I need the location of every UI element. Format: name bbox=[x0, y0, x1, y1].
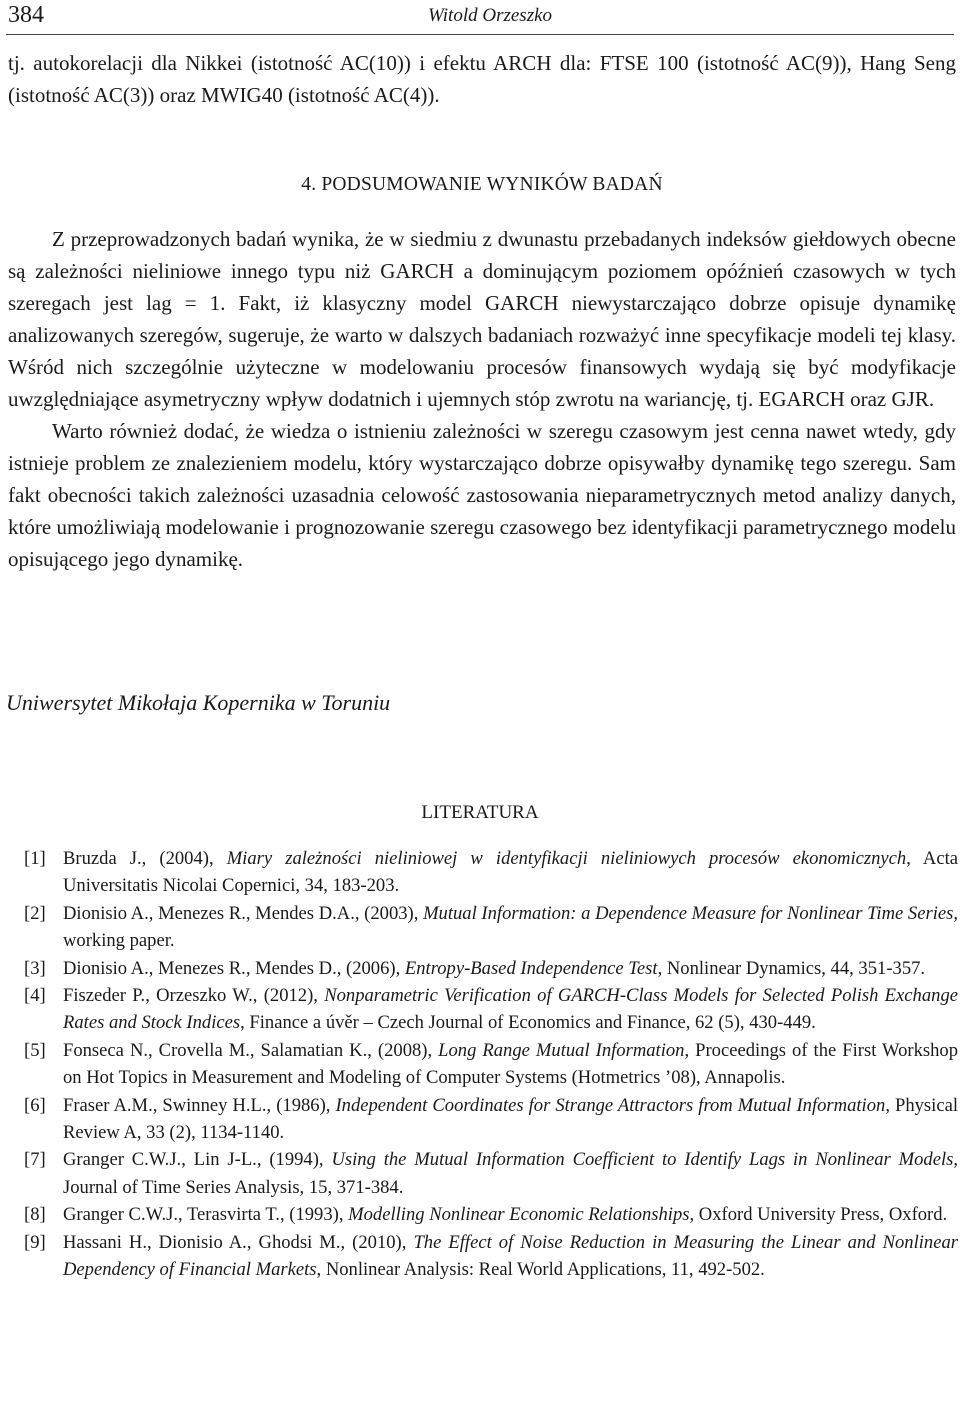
reference-number: [4] bbox=[24, 985, 46, 1007]
reference-item bbox=[24, 1037, 958, 1092]
reference-title: Long Range Mutual Information bbox=[438, 1039, 685, 1061]
literature-title: LITERATURA bbox=[421, 802, 539, 823]
reference-number: [9] bbox=[24, 1231, 46, 1253]
lead-paragraph bbox=[8, 47, 956, 111]
reference-text bbox=[63, 845, 958, 900]
reference-authors: Bruzda J., (2004), bbox=[63, 848, 214, 869]
reference-item bbox=[24, 1146, 958, 1201]
reference-text bbox=[63, 900, 958, 955]
reference-item bbox=[24, 900, 958, 955]
reference-text bbox=[63, 1229, 958, 1284]
reference-title: Modelling Nonlinear Economic Relationships bbox=[348, 1204, 690, 1226]
reference-title: Using the Mutual Information Coefficient to Identify Lags in Nonlinear Models bbox=[331, 1149, 954, 1171]
lead-paragraph-text: tj. autokorelacji dla Nikkei (istotność AC(10)) i efektu ARCH dla: FTSE 100 (istotność AC(9)), Hang Seng (istotność AC(3)) oraz MWIG40 (istotność AC(4)). bbox=[8, 51, 956, 107]
reference-item bbox=[24, 1229, 958, 1284]
reference-source: , Oxford University Press, Oxford. bbox=[689, 1204, 948, 1226]
reference-source: , Journal of Time Series Analysis, 15, 371-384. bbox=[63, 1149, 959, 1198]
reference-title: Miary zależności nieliniowej w identyfikacji nieliniowych procesów ekonomicznych bbox=[226, 848, 907, 869]
reference-text bbox=[63, 1037, 958, 1092]
reference-item bbox=[24, 845, 958, 900]
reference-number: [5] bbox=[24, 1039, 46, 1061]
reference-authors: Fraser A.M., Swinney H.L., (1986), bbox=[63, 1094, 331, 1116]
reference-number: [2] bbox=[24, 902, 46, 924]
reference-source: , Physical Review A, 33 (2), 1134-1140. bbox=[63, 1094, 958, 1144]
reference-source: , Proceedings of the First Workshop on Hot Topics in Measurement and Modeling of Computer Systems (Hotmetrics ’08), Annapolis. bbox=[63, 1039, 959, 1089]
reference-text bbox=[63, 1092, 958, 1147]
reference-authors: Fiszeder P., Orzeszko W., (2012), bbox=[63, 985, 318, 1007]
running-head: Witold Orzeszko bbox=[428, 5, 553, 26]
reference-number: [8] bbox=[24, 1204, 46, 1226]
reference-number: [7] bbox=[24, 1149, 46, 1171]
reference-authors: Dionisio A., Menezes R., Mendes D.A., (2003), bbox=[63, 902, 419, 924]
reference-title: Nonparametric Verification of GARCH-Class Models for Selected Polish Exchange Rates and Stock Indices bbox=[63, 985, 958, 1034]
page-header bbox=[0, 0, 960, 34]
reference-text bbox=[63, 1146, 958, 1201]
section-heading: 4. PODSUMOWANIE WYNIKÓW BADAŃ bbox=[301, 174, 663, 195]
reference-source: , Nonlinear Dynamics, 44, 351-357. bbox=[657, 957, 926, 979]
reference-source: , Nonlinear Analysis: Real World Applications, 11, 492-502. bbox=[316, 1259, 765, 1281]
summary-section bbox=[8, 170, 956, 575]
reference-title: Entropy-Based Independence Test bbox=[404, 957, 658, 979]
reference-authors: Granger C.W.J., Terasvirta T., (1993), bbox=[63, 1204, 344, 1226]
affiliation: Uniwersytet Mikołaja Kopernika w Toruniu bbox=[6, 690, 391, 715]
reference-authors: Dionisio A., Menezes R., Mendes D., (2006), bbox=[63, 957, 401, 979]
header-rule bbox=[6, 34, 954, 35]
reference-text bbox=[63, 1201, 958, 1228]
reference-number: [1] bbox=[24, 848, 46, 869]
reference-authors: Granger C.W.J., Lin J-L., (1994), bbox=[63, 1149, 324, 1171]
reference-item bbox=[24, 982, 958, 1037]
page-number: 384 bbox=[8, 2, 44, 28]
reference-source: , working paper. bbox=[63, 902, 959, 952]
reference-number: [6] bbox=[24, 1094, 46, 1116]
reference-item bbox=[24, 955, 958, 982]
reference-title: Independent Coordinates for Strange Attractors from Mutual Information bbox=[335, 1094, 886, 1116]
reference-item bbox=[24, 1092, 958, 1147]
reference-authors: Hassani H., Dionisio A., Ghodsi M., (2010), bbox=[63, 1231, 407, 1253]
reference-number: [3] bbox=[24, 957, 46, 979]
reference-title: Mutual Information: a Dependence Measure for Nonlinear Time Series bbox=[423, 902, 954, 924]
summary-paragraph-2: Warto również dodać, że wiedza o istnieniu zależności w szeregu czasowym jest cenna nawet wtedy, gdy istnieje problem ze znalezieniem modelu, który wystarczająco dobrze opisywałby dynamikę tego szeregu. Sam fakt obecności takich zależności uzasadnia celowość zastosowania nieparametrycznych metod analizy danych, które umożliwiają modelowanie i prognozowanie szeregu czasowego bez identyfikacji parametrycznego modelu opisującego jego dynamikę. bbox=[8, 419, 956, 571]
reference-list bbox=[24, 845, 958, 1284]
reference-source: , Acta Universitatis Nicolai Copernici, 34, 183-203. bbox=[63, 848, 959, 897]
reference-item bbox=[24, 1201, 958, 1228]
summary-paragraph-1: Z przeprowadzonych badań wynika, że w siedmiu z dwunastu przebadanych indeksów giełdowych obecne są zależności nieliniowe innego typu niż GARCH a dominującym poziomem opóźnień czasowych w tych szeregach jest lag = 1. Fakt, iż klasyczny model GARCH niewystarczająco dobrze opisuje dynamikę analizowanych szeregów, sugeruje, że warto w dalszych badaniach rozważyć inne specyfikacje modeli tej klasy. Wśród nich szczególnie użyteczne w modelowaniu procesów finansowych wydają się być modyfikacje uwzględniające asymetryczny wpływ dodatnich i ujemnych stóp zwrotu na wariancję, tj. EGARCH oraz GJR. bbox=[8, 227, 956, 411]
reference-text bbox=[63, 955, 958, 982]
reference-text bbox=[63, 982, 958, 1037]
reference-source: , Finance a úvěr – Czech Journal of Economics and Finance, 62 (5), 430-449. bbox=[240, 1012, 816, 1034]
reference-title: The Effect of Noise Reduction in Measuring the Linear and Nonlinear Dependency of Financial Markets bbox=[63, 1231, 958, 1281]
reference-authors: Fonseca N., Crovella M., Salamatian K., (2008), bbox=[63, 1039, 433, 1061]
